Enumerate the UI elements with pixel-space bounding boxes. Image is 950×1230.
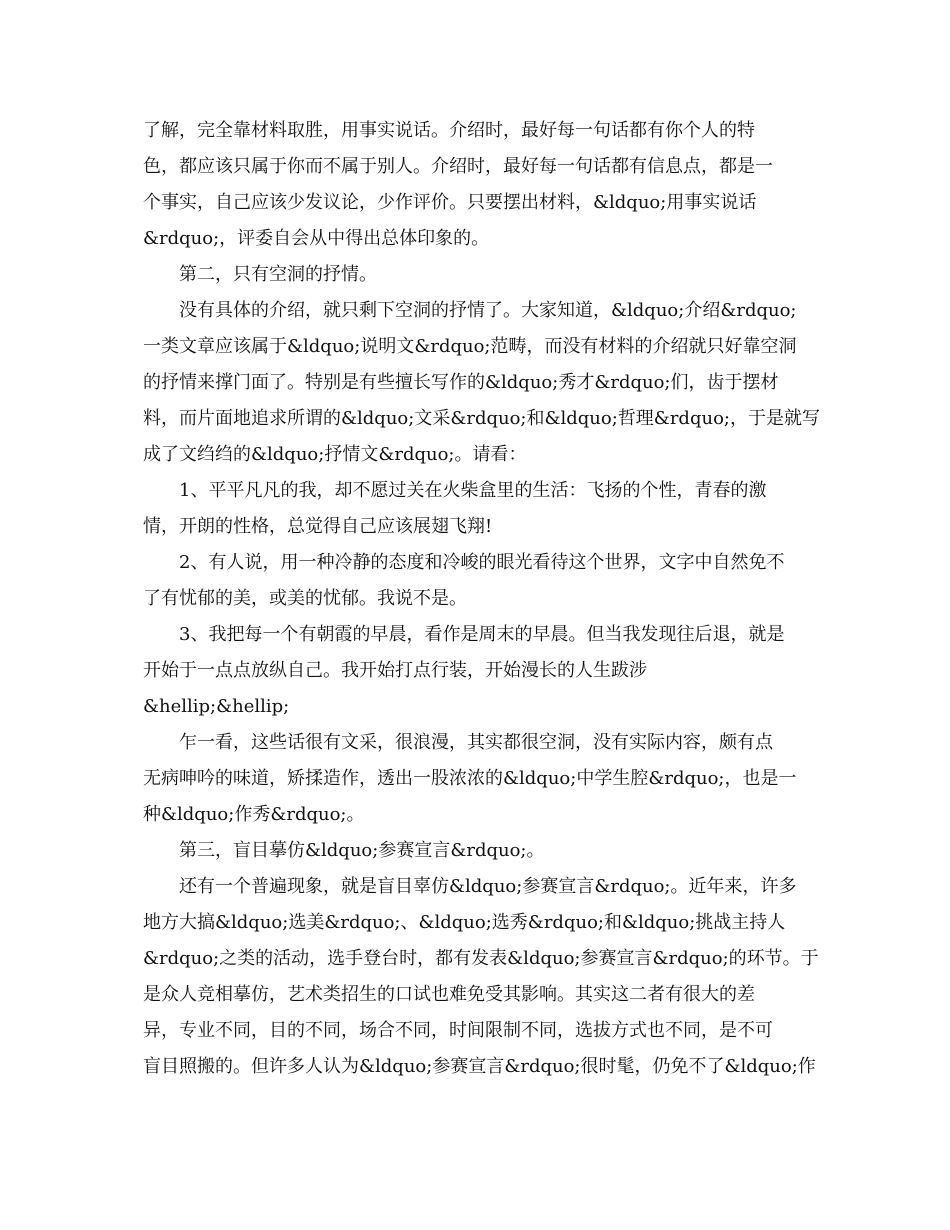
text-line: 一类文章应该属于&ldquo;说明文&rdquo;范畴，而没有材料的介绍就只好靠空洞 — [143, 336, 797, 357]
text-line: 成了文绉绉的&ldquo;抒情文&rdquo;。请看： — [143, 444, 527, 465]
text-line: 异，专业不同，目的不同，场合不同，时间限制不同，选拔方式也不同，是不可 — [143, 1020, 773, 1041]
text-line: &rdquo;之类的活动，选手登台时，都有发表&ldquo;参赛宣言&rdquo;的环节。于 — [143, 948, 819, 969]
text-line: 了有忧郁的美，或美的忧郁。我说不是。 — [143, 588, 467, 609]
text-line: 乍一看，这些话很有文采，很浪漫，其实都很空洞，没有实际内容，颇有点 — [179, 732, 773, 753]
text-line: 3、我把每一个有朝霞的早晨，看作是周末的早晨。但当我发现往后退，就是 — [179, 624, 785, 645]
text-line: 1、平平凡凡的我，却不愿过关在火柴盒里的生活：飞扬的个性，青春的激 — [179, 480, 767, 501]
text-line: &hellip;&hellip; — [143, 696, 290, 717]
text-line: 无病呻吟的味道，矫揉造作，透出一股浓浓的&ldquo;中学生腔&rdquo;，也是一 — [143, 768, 797, 789]
text-line: 地方大搞&ldquo;选美&rdquo;、&ldquo;选秀&rdquo;和&ldquo;挑战主持人 — [143, 912, 786, 933]
text-line: 还有一个普遍现象，就是盲目辜仿&ldquo;参赛宣言&rdquo;。近年来，许多 — [179, 876, 797, 897]
text-line: 盲目照搬的。但许多人认为&ldquo;参赛宣言&rdquo;很时髦，仍免不了&ldquo;作 — [143, 1056, 816, 1077]
text-line: 料，而片面地追求所谓的&ldquo;文采&rdquo;和&ldquo;哲理&rdquo;，于是就写 — [143, 408, 820, 429]
text-line: 种&ldquo;作秀&rdquo;。 — [143, 804, 365, 825]
text-line: 2、有人说，用一种冷静的态度和冷峻的眼光看待这个世界，文字中自然免不 — [179, 552, 785, 573]
text-line: 没有具体的介绍，就只剩下空洞的抒情了。大家知道，&ldquo;介绍&rdquo; — [179, 300, 797, 321]
text-line: 情，开朗的性格，总觉得自己应该展翅飞翔! — [143, 516, 493, 537]
text-line: 的抒情来撑门面了。特别是有些擅长写作的&ldquo;秀才&rdquo;们，齿于摆材 — [143, 372, 779, 393]
text-line: 是众人竞相摹仿，艺术类招生的口试也难免受其影响。其实这二者有很大的差 — [143, 984, 755, 1005]
text-line: 色，都应该只属于你而不属于别人。介绍时，最好每一句话都有信息点，都是一 — [143, 156, 773, 177]
section-heading: 第二，只有空洞的抒情。 — [179, 264, 377, 285]
text-line: &rdquo;，评委自会从中得出总体印象的。 — [143, 228, 490, 249]
text-line: 开始于一点点放纵自己。我开始打点行装，开始漫长的人生跋涉 — [143, 660, 647, 681]
text-line: 个事实，自己应该少发议论，少作评价。只要摆出材料，&ldquo;用事实说话 — [143, 192, 757, 213]
section-heading: 第三，盲目摹仿&ldquo;参赛宣言&rdquo;。 — [179, 840, 545, 861]
text-line: 了解，完全靠材料取胜，用事实说话。介绍时，最好每一句话都有你个人的特 — [143, 120, 755, 141]
